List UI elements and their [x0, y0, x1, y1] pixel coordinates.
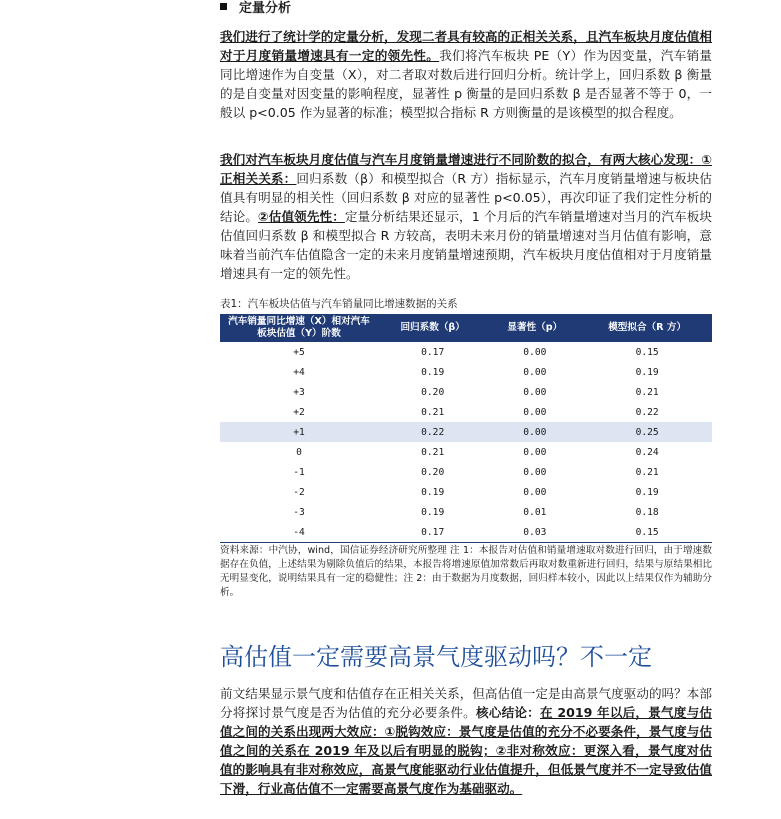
para2-bold: 我们对汽车板块月度估值与汽车月度销量增速进行不同阶数的拟合，有两大核心发现：	[220, 152, 702, 167]
table-cell: 0.19	[635, 366, 659, 378]
table-row	[220, 502, 712, 522]
table-cell: 0.17	[378, 522, 487, 543]
table-cell: 0.19	[421, 366, 445, 378]
section-title	[220, 0, 291, 18]
table-cell: 0.21	[421, 446, 445, 458]
regression-table	[220, 314, 712, 543]
section-title-text: 定量分析	[239, 1, 292, 16]
table-row-highlighted	[220, 422, 712, 442]
paragraph-conclusion	[220, 684, 712, 798]
table-cell: 0.21	[635, 466, 659, 478]
table-row	[220, 462, 712, 482]
table-cell: 0.22	[378, 422, 487, 442]
table-cell: +4	[293, 366, 305, 378]
paragraph-findings	[220, 150, 712, 283]
table-cell: 0.24	[635, 446, 659, 458]
table-cell: +5	[293, 346, 305, 358]
finding2-label: ②估值领先性：	[258, 209, 345, 224]
table-cell: 0.15	[635, 346, 659, 358]
finding1-label: ①正相关关系：	[220, 152, 712, 186]
para1-bold: 我们进行了统计学的定量分析，发现二者具有较高的正相关关系，且汽车板块月度估值相对于月度销量增速具有一定的领先性。	[220, 29, 712, 63]
table-cell: 0.25	[582, 422, 712, 442]
table-cell: 0.00	[523, 466, 547, 478]
source-note: 资料来源：中汽协，wind，国信证券经济研究所整理 注 1：本报告对估值和销量增速取对数进行回归，由于增速数据存在负值，上述结果为剔除负值后的结果，本报告将增速原值加常数后再取对数重新进行回归，结果与原结果相比无明显变化，说明结果具有一定的稳健性；注 2：由于数据为月度数据，回归样本较小，因此以上结果仅作为辅助分析。	[220, 545, 712, 598]
table-cell: 0.00	[523, 386, 547, 398]
table-cell: +1	[220, 422, 378, 442]
table-cell: 0.18	[635, 506, 659, 518]
table-cell: 0.00	[523, 446, 547, 458]
table-cell: 0	[296, 446, 302, 458]
table-cell: 0.00	[523, 366, 547, 378]
table-cell: 0.22	[635, 406, 659, 418]
section-heading: 高估值一定需要高景气度驱动吗？不一定	[220, 643, 652, 671]
finding1-text: 回归系数（β）和模型拟合（R 方）指标显示，汽车月度销量增速与板块估值具有明显的相关性（回归系数 β 对应的显著性 p<0.05），再次印证了我们定性分析的结论。	[220, 171, 712, 224]
table-cell: 0.15	[582, 522, 712, 543]
table-cell: 0.19	[635, 486, 659, 498]
table-cell: 0.00	[487, 422, 582, 442]
table-header-row	[220, 314, 712, 342]
para3-bold: 核心结论：	[475, 705, 540, 720]
table-row	[220, 402, 712, 422]
table-cell: 0.01	[523, 506, 547, 518]
finding2-text: 定量分析结果还显示，1 个月后的汽车销量增速对当月的汽车板块估值回归系数 β 和模型拟合 R 方较高，表明未来月份的销量增速对当月估值有影响，意味着当前汽车估值隐含一定的未来月度销量增速预期，汽车板块月度估值相对于月度销量增速具有一定的领先性。	[220, 209, 712, 281]
para1-rest: 我们将汽车板块 PE（Y）作为因变量，汽车销量同比增速作为自变量（X），对二者取对数后进行回归分析。统计学上，回归系数 β 衡量的是自变量对因变量的影响程度，显著性 p 衡量的是回归系数 β 是否显著不等于 0，一般以 p<0.05 作为显著的标准；模型拟合指标 R 方则衡量的是该模型的拟合程度。	[220, 48, 713, 120]
table-cell: 0.00	[523, 406, 547, 418]
table-cell: +3	[293, 386, 305, 398]
col-header-r2: 模型拟合（R 方）	[582, 314, 712, 342]
table-cell: -4	[220, 522, 378, 543]
table-cell: 0.00	[523, 346, 547, 358]
table-cell: -3	[293, 506, 305, 518]
table-cell: 0.03	[487, 522, 582, 543]
table-cell: 0.19	[421, 506, 445, 518]
table-row	[220, 442, 712, 462]
table-row	[220, 522, 712, 543]
col-header-beta: 回归系数（β）	[378, 314, 487, 342]
table-cell: 0.00	[523, 486, 547, 498]
table-cell: 0.20	[421, 466, 445, 478]
table-row	[220, 362, 712, 382]
table-caption: 表1：汽车板块估值与汽车销量同比增速数据的关系	[220, 298, 458, 310]
table-row	[220, 482, 712, 502]
table-cell: -2	[293, 486, 305, 498]
square-bullet-icon	[220, 3, 227, 10]
paragraph-quant-intro	[220, 27, 712, 122]
table-cell: +2	[293, 406, 305, 418]
table-cell: 0.20	[421, 386, 445, 398]
col-header-order: 汽车销量同比增速（X）相对汽车板块估值（Y）阶数	[220, 314, 378, 342]
table-row	[220, 382, 712, 402]
para3-text: 前文结果显示景气度和估值存在正相关关系，但高估值一定是由高景气度驱动的吗？本部分将探讨景气度是否为估值的充分必要条件。	[220, 686, 712, 720]
table-cell: 0.21	[421, 406, 445, 418]
table-cell: 0.19	[421, 486, 445, 498]
table-cell: 0.21	[635, 386, 659, 398]
table-row	[220, 342, 712, 362]
table-cell: -1	[293, 466, 305, 478]
table-cell: 0.17	[421, 346, 445, 358]
para3-underlined: 在 2019 年以后，景气度与估值之间的关系出现两大效应：①脱钩效应：景气度是估值的充分不必要条件，景气度与估值之间的关系在 2019 年及以后有明显的脱钩；②非对称效应：更深入看，景气度对估值的影响具有非对称效应，高景气度能驱动行业估值提升，但低景气度并不一定导致估值下滑，行业高估值不一定需要高景气度作为基础驱动。	[220, 705, 713, 796]
col-header-p: 显著性（p）	[487, 314, 582, 342]
